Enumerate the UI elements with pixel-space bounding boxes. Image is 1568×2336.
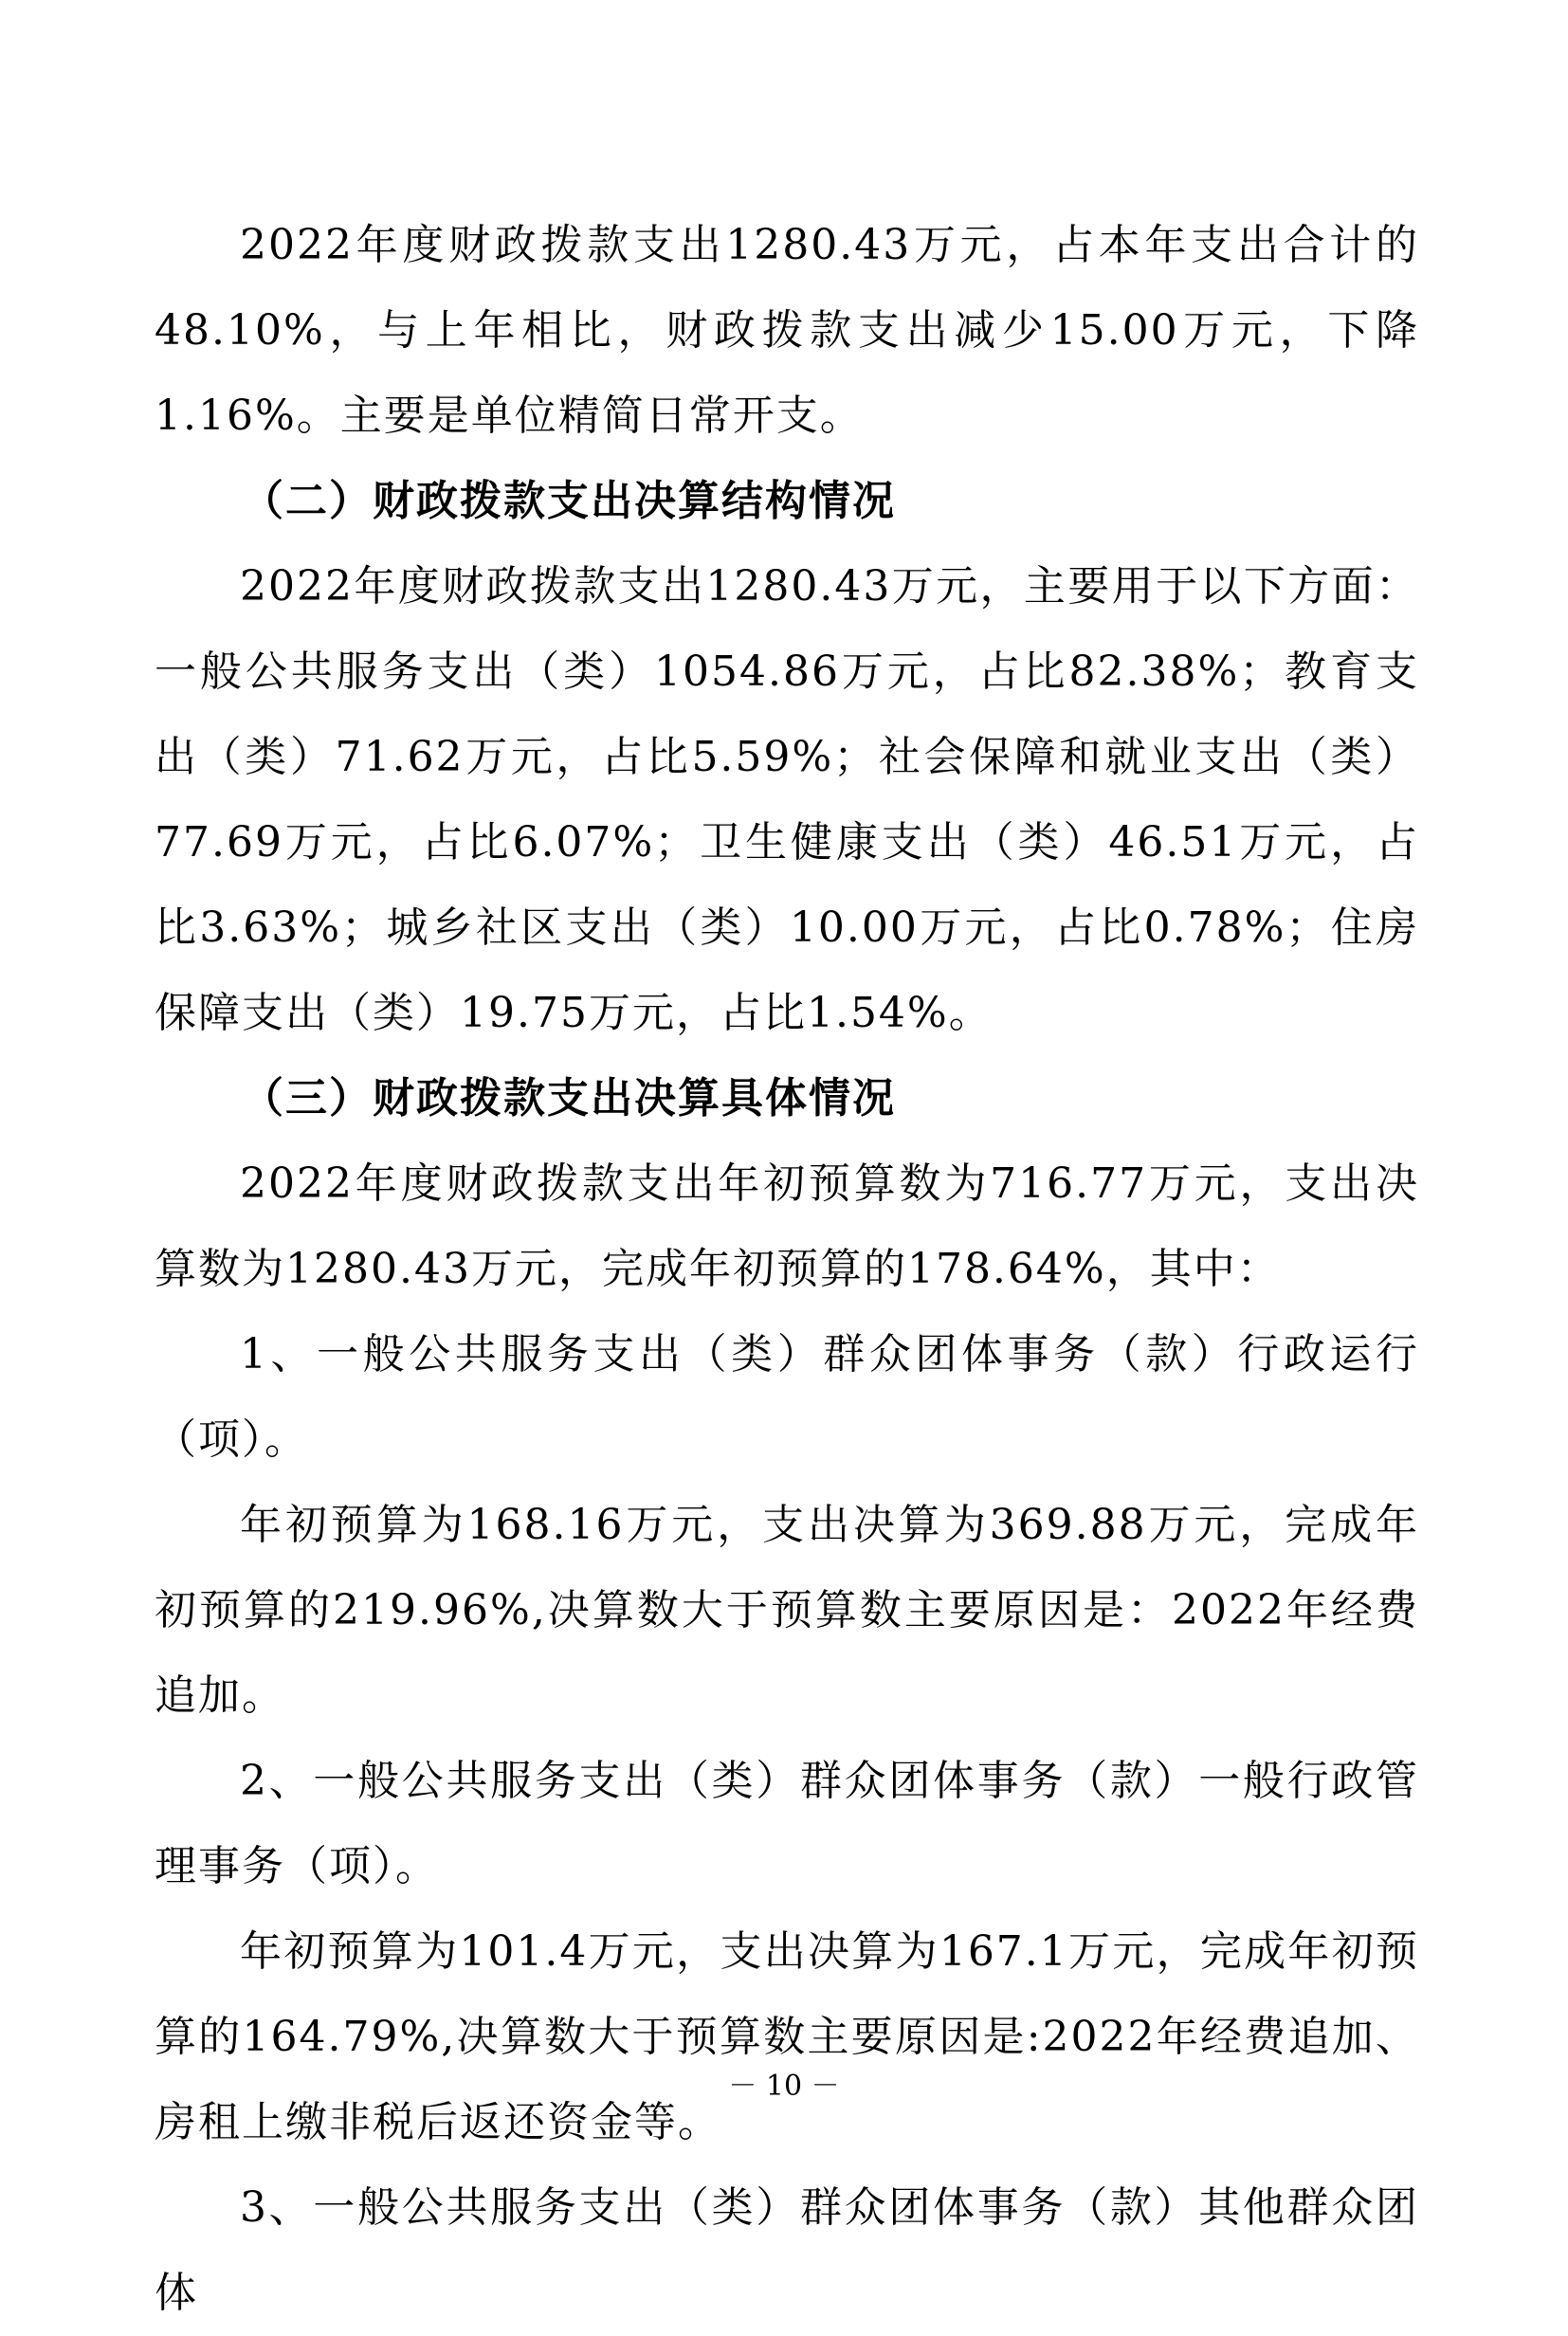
paragraph-expenditure-summary: 2022年度财政拨款支出1280.43万元，占本年支出合计的48.10%，与上年相比，财政拨款支出减少15.00万元，下降1.16%。主要是单位精简日常开支。 [155, 221, 1419, 440]
document-body [155, 203, 1419, 2336]
paragraph-item-2-detail: 年初预算为101.4万元，支出决算为167.1万元，完成年初预算的164.79%,决算数大于预算数主要原因是:2022年经费追加、房租上缴非税后返还资金等。 [155, 1927, 1419, 2146]
paragraph-item-3-title: 3、一般公共服务支出（类）群众团体事务（款）其他群众团体 [155, 2183, 1419, 2317]
section-heading-structure: （二）财政拨款支出决算结构情况 [242, 477, 896, 525]
section-heading-details: （三）财政拨款支出决算具体情况 [242, 1074, 896, 1122]
paragraph-budget-overview: 2022年度财政拨款支出年初预算数为716.77万元，支出决算数为1280.43万元，完成年初预算的178.64%，其中： [155, 1159, 1419, 1293]
paragraph-item-1-title: 1、一般公共服务支出（类）群众团体事务（款）行政运行（项）。 [155, 1330, 1419, 1464]
paragraph-item-1-detail: 年初预算为168.16万元，支出决算为369.88万元，完成年初预算的219.96%,决算数大于预算数主要原因是：2022年经费追加。 [155, 1501, 1419, 1720]
paragraph-item-2-title: 2、一般公共服务支出（类）群众团体事务（款）一般行政管理事务（项）。 [155, 1757, 1419, 1890]
paragraph-expenditure-structure: 2022年度财政拨款支出1280.43万元，主要用于以下方面：一般公共服务支出（类）1054.86万元，占比82.38%；教育支出（类）71.62万元，占比5.59%；社会保障和就业支出（类）77.69万元，占比6.07%；卫生健康支出（类）46.51万元，占比3.63%；城乡社区支出（类）10.00万元，占比0.78%；住房保障支出（类）19.75万元，占比1.54%。 [155, 562, 1419, 1037]
page-number: － 10 － [728, 2070, 840, 2103]
